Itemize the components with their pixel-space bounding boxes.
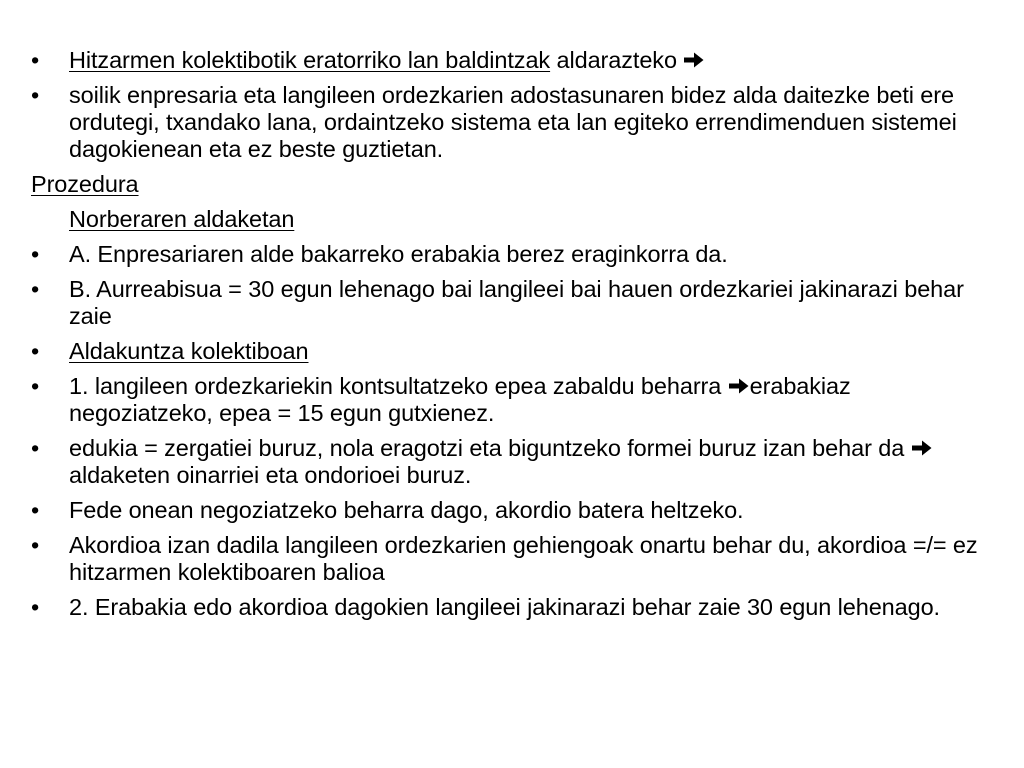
bullet-item: [31, 82, 991, 163]
item-text: Akordioa izan dadila langileen ordezkarien gehiengoak onartu behar du, akordioa =/= ez hitzarmen kolektiboaren balioa: [69, 532, 978, 585]
bullet-glyph: •: [31, 47, 40, 73]
bullet-item: [31, 532, 991, 586]
item-text-continued: aldaketen oinarriei eta ondorioei buruz.: [69, 462, 472, 488]
item-text-continued: erabakiaz negoziatzeko, epea = 15 egun gutxienez.: [69, 373, 851, 426]
bullet-item: [31, 373, 991, 427]
bullet-item: [31, 241, 991, 268]
bullet-item: [31, 497, 991, 524]
item-text: soilik enpresaria eta langileen ordezkarien adostasunaren bidez alda daitezke beti ere ordutegi, txandako lana, ordaintzeko sistema eta lan egiteko errendimenduen sistemei dagokienean eta ez beste guztietan.: [69, 82, 957, 162]
bullet-glyph: •: [31, 532, 40, 558]
bullet-glyph: •: [31, 497, 40, 523]
slide-content: [31, 47, 991, 629]
item-text: A. Enpresariaren alde bakarreko erabakia berez eraginkorra da.: [69, 241, 728, 267]
bullet-glyph: •: [31, 82, 40, 108]
arrow-right-icon: [728, 377, 750, 395]
bullet-glyph: •: [31, 594, 40, 620]
item-text: 2. Erabakia edo akordioa dagokien langileei jakinarazi behar zaie 30 egun lehenago.: [69, 594, 940, 620]
item-text: edukia = zergatiei buruz, nola eragotzi eta biguntzeko formei buruz izan behar da: [69, 435, 911, 461]
arrow-right-icon: [683, 51, 705, 69]
item-text: B. Aurreabisua = 30 egun lehenago bai langileei bai hauen ordezkariei jakinarazi behar zaie: [69, 276, 964, 329]
item-text: Fede onean negoziatzeko beharra dago, akordio batera heltzeko.: [69, 497, 744, 523]
bullet-item: [31, 338, 991, 365]
section-heading: [31, 171, 991, 198]
bullet-glyph: •: [31, 373, 40, 399]
bullet-item: [31, 435, 991, 489]
bullet-glyph: •: [31, 276, 40, 302]
item-text: 1. langileen ordezkariekin kontsultatzeko epea zabaldu beharra: [69, 373, 728, 399]
item-text: aldarazteko: [550, 47, 684, 73]
bullet-glyph: •: [31, 435, 40, 461]
section-heading-text: Prozedura: [31, 171, 139, 197]
item-underlined-heading: Aldakuntza kolektiboan: [69, 338, 309, 364]
bullet-glyph: •: [31, 241, 40, 267]
bullet-glyph: •: [31, 338, 40, 364]
bullet-item: [31, 594, 991, 621]
bullet-item: [31, 276, 991, 330]
subsection-heading: [31, 206, 991, 233]
item-underlined-heading: Hitzarmen kolektibotik eratorriko lan baldintzak: [69, 47, 551, 73]
subsection-heading-text: Norberaren aldaketan: [69, 206, 295, 232]
arrow-right-icon: [911, 439, 933, 457]
bullet-item: [31, 47, 991, 74]
